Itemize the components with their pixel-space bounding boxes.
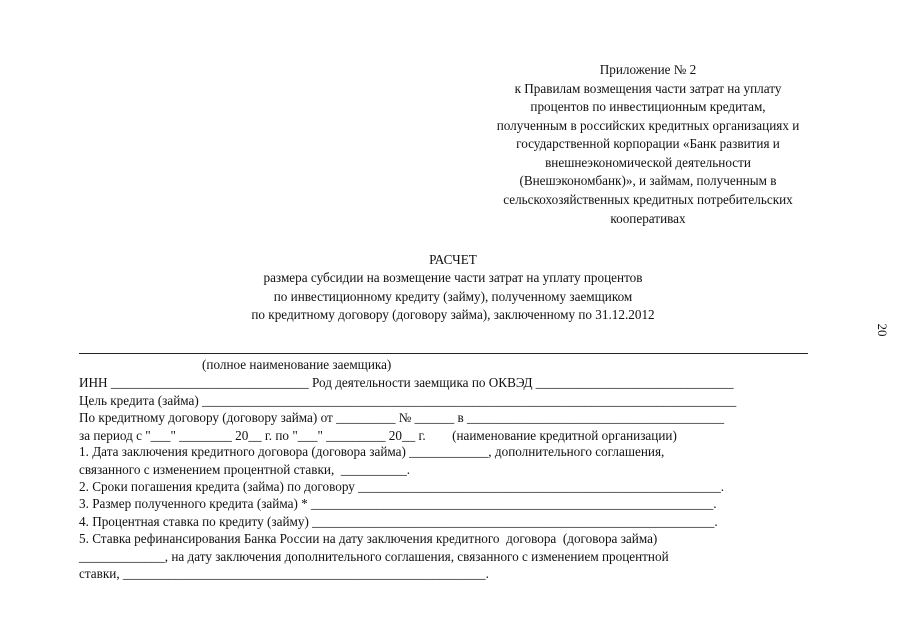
page-number: 20 xyxy=(875,323,890,337)
appendix-line-5: государственной корпорации «Банк развития и xyxy=(516,136,780,151)
item-1-line-2: связанного с изменением процентной ставки, __________. xyxy=(79,462,411,477)
appendix-line-8: сельскохозяйственных кредитных потребительских xyxy=(503,192,793,207)
appendix-line-9: кооперативах xyxy=(610,211,686,226)
item-3-line: 3. Размер полученного кредита (займа) * _____________________________________________________________. xyxy=(79,496,717,511)
item-2-line: 2. Сроки погашения кредита (займа) по договору _______________________________________________________. xyxy=(79,479,725,494)
title-line-3: по кредитному договору (договору займа), заключенному по 31.12.2012 xyxy=(251,307,655,322)
title-line-1: размера субсидии на возмещение части затрат на уплату процентов xyxy=(263,270,643,285)
inn-line: ИНН ______________________________ Род деятельности заемщика по ОКВЭД ______________________________ xyxy=(79,375,734,390)
borrower-name-field[interactable] xyxy=(79,353,808,354)
title-line-2: по инвестиционному кредиту (займу), полученному заемщиком xyxy=(273,289,633,304)
appendix-line-4: полученным в российских кредитных организациях и xyxy=(496,118,800,133)
item-5-line-2: _____________, на дату заключения дополнительного соглашения, связанного с изменением процентной xyxy=(79,549,669,564)
item-5-line-1: 5. Ставка рефинансирования Банка России на дату заключения кредитного договора (договора займа) xyxy=(79,531,658,546)
appendix-line-2: к Правилам возмещения части затрат на уплату xyxy=(514,81,782,96)
appendix-line-3: процентов по инвестиционным кредитам, xyxy=(530,99,766,114)
appendix-line-6: внешнеэкономической деятельности xyxy=(545,155,751,170)
item-4-line: 4. Процентная ставка по кредиту (займу) _____________________________________________________________. xyxy=(79,514,718,529)
period-line: за период с "___" ________ 20__ г. по "___" _________ 20__ г. (наименование кредитной организации) xyxy=(79,428,677,443)
credit-purpose-line: Цель кредита (займа) _________________________________________________________________________________ xyxy=(79,393,737,408)
document-title: РАСЧЕТ xyxy=(429,252,477,267)
contract-line: По кредитному договору (договору займа) от _________ № ______ в _______________________________________ xyxy=(79,410,725,425)
item-1-line-1: 1. Дата заключения кредитного договора (договора займа) ____________, дополнительного соглашения, xyxy=(79,444,665,459)
item-5-line-3: ставки, _______________________________________________________. xyxy=(79,566,489,581)
appendix-line-1: Приложение № 2 xyxy=(599,62,697,77)
appendix-line-7: (Внешэкономбанк)», и займам, полученным в xyxy=(519,173,777,188)
borrower-name-caption: (полное наименование заемщика) xyxy=(202,357,392,372)
